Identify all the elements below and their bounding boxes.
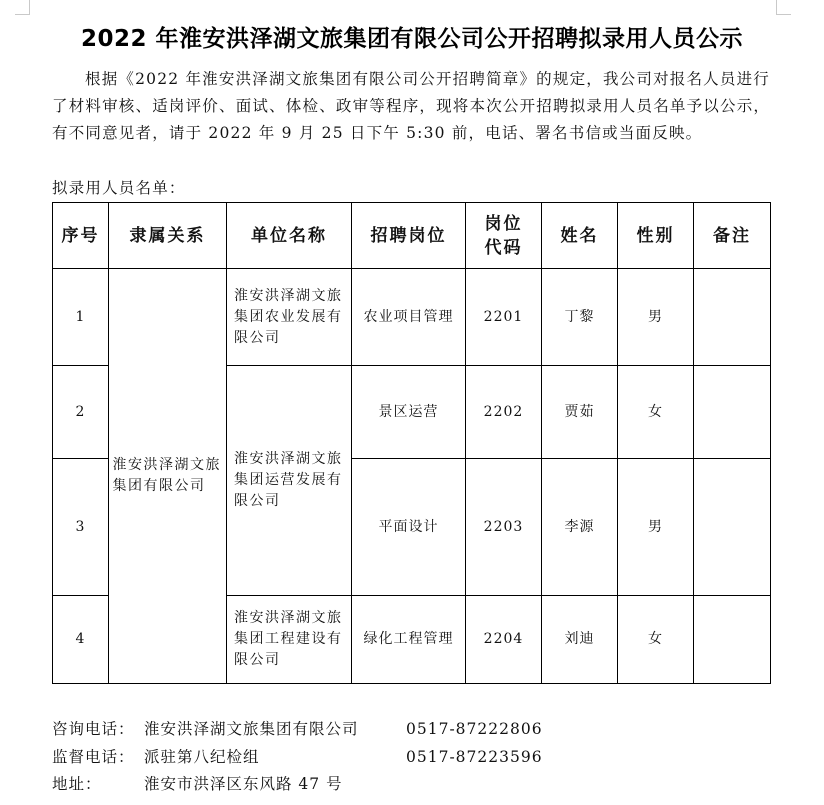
supervise-org: 派驻第八纪检组 <box>144 748 260 766</box>
footer-address-line <box>52 772 343 794</box>
unit-text-operations: 淮安洪泽湖文旅集团运营发展有限公司 <box>234 451 343 509</box>
announcement-paragraph <box>52 66 774 147</box>
cell-code: 2204 <box>466 596 542 684</box>
cell-seq: 4 <box>53 596 109 684</box>
cell-code: 2201 <box>466 269 542 366</box>
hiring-table <box>52 202 771 684</box>
announcement-text: 根据《2022 年淮安洪泽湖文旅集团有限公司公开招聘简章》的规定，我公司对报名人员进行了材料审核、适岗评价、面试、体检、政审等程序，现将本次公开招聘拟录用人员名单予以公示，有不同意见者，请于 2022 年 9 月 25 日下午 5:30 前，电话、署名书信或当面反映。 <box>52 70 771 142</box>
cell-seq: 2 <box>53 366 109 459</box>
supervise-label: 监督电话： <box>52 748 135 766</box>
cell-gender: 女 <box>618 366 694 459</box>
cell-unit <box>227 366 352 596</box>
header-unit: 单位名称 <box>227 203 352 269</box>
cell-seq: 1 <box>53 269 109 366</box>
header-seq: 序号 <box>53 203 109 269</box>
header-name: 姓名 <box>542 203 618 269</box>
header-code-text: 岗位代码 <box>484 213 523 258</box>
unit-text-engineering: 淮安洪泽湖文旅集团工程建设有限公司 <box>234 610 343 668</box>
table-row <box>53 269 771 366</box>
cell-name: 刘迪 <box>542 596 618 684</box>
cell-affiliation <box>109 269 227 684</box>
table-header-row <box>53 203 771 269</box>
cell-name: 丁黎 <box>542 269 618 366</box>
address-value: 淮安市洪泽区东风路 47 号 <box>144 775 343 793</box>
cell-gender: 男 <box>618 269 694 366</box>
page-corner-mark-right <box>776 0 791 15</box>
cell-remark <box>694 269 771 366</box>
cell-unit <box>227 596 352 684</box>
page-corner-mark-left <box>15 0 30 15</box>
affiliation-text: 淮安洪泽湖文旅集团有限公司 <box>112 457 221 494</box>
footer-consult-line <box>52 717 543 739</box>
list-heading: 拟录用人员名单： <box>52 179 186 197</box>
unit-text-agriculture: 淮安洪泽湖文旅集团农业发展有限公司 <box>234 287 343 346</box>
cell-position: 平面设计 <box>352 459 466 596</box>
header-remark: 备注 <box>694 203 771 269</box>
cell-position: 景区运营 <box>352 366 466 459</box>
cell-remark <box>694 459 771 596</box>
cell-unit <box>227 269 352 366</box>
cell-gender: 男 <box>618 459 694 596</box>
cell-position: 农业项目管理 <box>352 269 466 366</box>
consult-org: 淮安洪泽湖文旅集团有限公司 <box>144 720 359 738</box>
header-code <box>466 203 542 269</box>
cell-remark <box>694 596 771 684</box>
address-label: 地址： <box>52 775 102 793</box>
header-position: 招聘岗位 <box>352 203 466 269</box>
document-title: 2022 年淮安洪泽湖文旅集团有限公司公开招聘拟录用人员公示 <box>80 26 744 52</box>
cell-remark <box>694 366 771 459</box>
header-gender: 性别 <box>618 203 694 269</box>
supervise-phone: 0517-87223596 <box>406 748 543 766</box>
cell-position: 绿化工程管理 <box>352 596 466 684</box>
cell-gender: 女 <box>618 596 694 684</box>
consult-label: 咨询电话： <box>52 720 135 738</box>
cell-code: 2202 <box>466 366 542 459</box>
consult-phone: 0517-87222806 <box>406 720 543 738</box>
cell-code: 2203 <box>466 459 542 596</box>
footer-supervise-line <box>52 745 543 767</box>
header-affiliation: 隶属关系 <box>109 203 227 269</box>
cell-seq: 3 <box>53 459 109 596</box>
cell-name: 李源 <box>542 459 618 596</box>
cell-name: 贾茹 <box>542 366 618 459</box>
